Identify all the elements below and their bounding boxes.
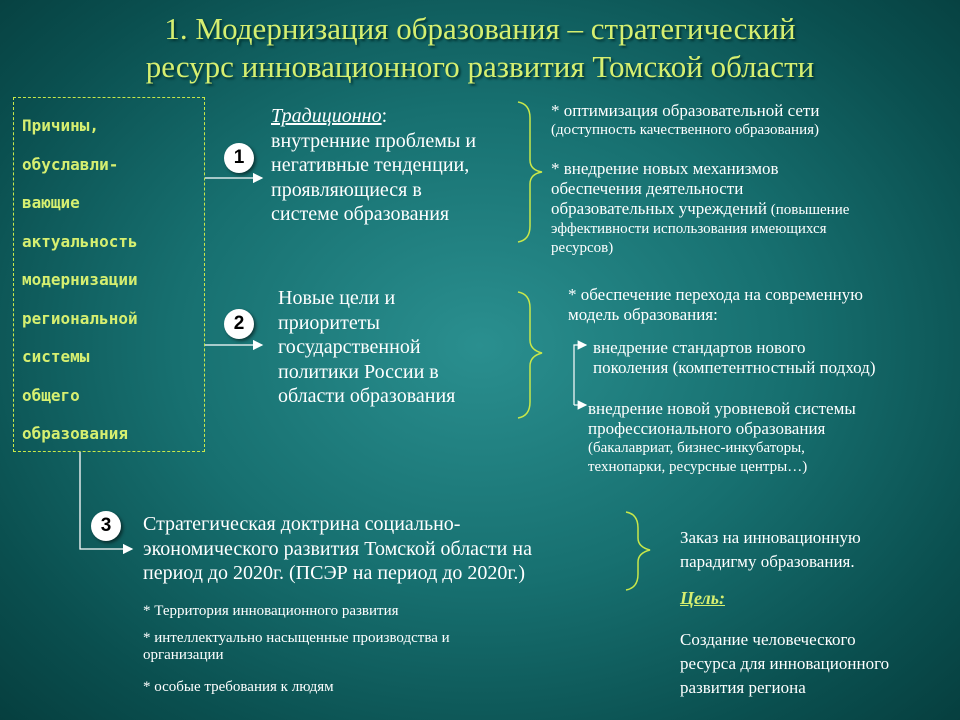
brace-2: [518, 292, 542, 418]
block3-text: Стратегическая доктрина социально- экономического развития Томской области на период до 2020г. (ПСЭР на период до 2020г.): [143, 513, 532, 584]
block3-item-1: * Территория инновационного развития: [143, 603, 399, 619]
goal-label: Цель:: [680, 588, 725, 608]
block2-point: * обеспечение перехода на современную модель образования:: [568, 285, 863, 324]
subarrow-standards: [574, 345, 586, 405]
point-network: * оптимизация образовательной сети: [551, 101, 820, 120]
point-mechanisms-note: (повышение эффективности использования имеющихся ресурсов): [551, 202, 850, 256]
traditional-colon: :: [381, 105, 388, 127]
causes-text: Причины, обуславли- вающие актуальность модернизации региональной системы общего образования: [22, 116, 138, 443]
order-text: Заказ на инновационную парадигму образования.: [680, 528, 861, 571]
block1-point-2: [551, 159, 951, 258]
step-badge-2: 2: [224, 309, 254, 339]
point-mechanisms: * внедрение новых механизмов обеспечения деятельности образовательных учреждений: [551, 159, 779, 218]
traditional-label: Традиционно: [271, 105, 382, 127]
title-line-1: 1. Модернизация образования – стратегический: [164, 11, 796, 46]
step-badge-1: 1: [224, 143, 254, 173]
goal-text: Создание человеческого ресурса для инновационного развития региона: [680, 630, 890, 697]
point-network-note: (доступность качественного образования): [551, 122, 820, 138]
block3-item-3: * особые требования к людям: [143, 679, 334, 695]
subpoint-standards: внедрение стандартов нового поколения (компетентностный подход): [593, 338, 876, 377]
step-badge-3: 3: [91, 511, 121, 541]
title-line-2: ресурс инновационного развития Томской области: [145, 49, 815, 84]
subpoint-levels-main: внедрение новой уровневой системы профессионального образования: [588, 399, 856, 438]
traditional-description: внутренние проблемы и негативные тенденции, проявляющиеся в системе образования: [271, 129, 477, 225]
subpoint-levels: [588, 399, 948, 477]
block1-text: [271, 104, 526, 227]
block3-item-2: * интеллектуально насыщенные производства и организации: [143, 630, 450, 663]
block1-point-1: [551, 101, 951, 140]
block2-text: Новые цели и приоритеты государственной политики России в области образования: [278, 287, 456, 407]
subpoint-levels-note: (бакалавриат, бизнес-инкубаторы, технопарки, ресурсные центры…): [588, 440, 808, 475]
